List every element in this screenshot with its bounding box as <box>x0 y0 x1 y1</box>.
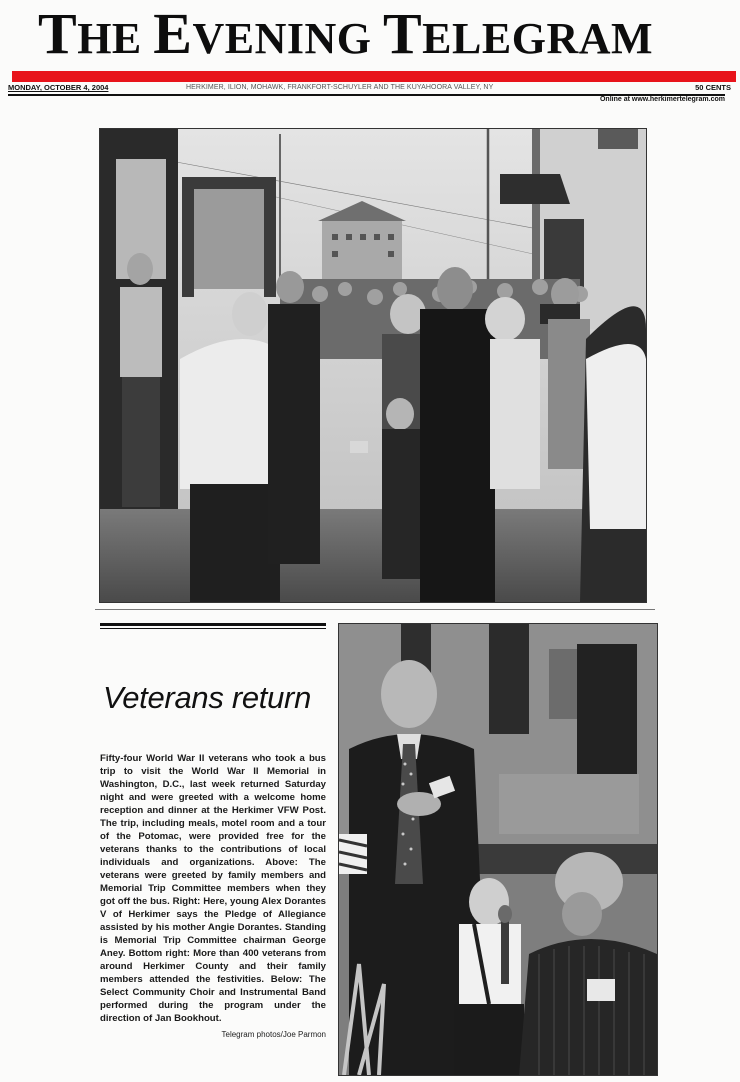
article-headline: Veterans return <box>103 680 312 715</box>
headline-rule-thin <box>100 628 326 629</box>
issue-price: 50 CENTS <box>695 83 731 92</box>
photo-credit: Telegram photos/Joe Parmon <box>221 1030 326 1039</box>
photo-image <box>100 129 646 602</box>
photo-image <box>339 624 657 1075</box>
masthead-red-band <box>12 71 736 82</box>
website-link[interactable]: Online at www.herkimertelegram.com <box>599 96 725 103</box>
masthead-rest: ELEGRAM <box>422 14 654 63</box>
masthead-cap: T <box>382 1 423 66</box>
photo-divider-rule <box>95 609 655 610</box>
photo-veterans-greeted <box>99 128 647 603</box>
masthead-word-evening <box>153 1 372 66</box>
masthead-word-the <box>38 1 142 66</box>
masthead-cap: E <box>153 1 193 66</box>
masthead-word-telegram <box>382 1 654 66</box>
issue-date: MONDAY, OCTOBER 4, 2004 <box>8 83 109 92</box>
headline-rule-thick <box>100 623 326 626</box>
dateline-bar <box>8 83 733 93</box>
coverage-area: HERKIMER, ILION, MOHAWK, FRANKFORT-SCHUYLER AND THE KUYAHOORA VALLEY, NY <box>186 84 494 91</box>
photo-pledge-of-allegiance <box>338 623 658 1076</box>
masthead-cap: T <box>38 1 78 66</box>
article-body: Fifty-four World War II veterans who took a bus trip to visit the World War II Memorial in Washington, D.C., last week returned Saturday night and were greeted with a welcome home reception and dinner at the Herkimer VFW Post. The trip, including meals, motel room and a tour of the Potomac, were provided free for the veterans thanks to the contributions of local individuals and organizations. Above: The veterans were greeted by family members and Memorial Trip Committee members when they got off the bus. Right: Here, young Alex Dorantes V of Herkimer says the Pledge of Allegiance assisted by his mother Angie Dorantes. Standing is Memorial Trip Committee chairman George Aney. Bottom right: More than 400 veterans from around Herkimer County and their family members attended the festivities. Below: The Select Community Choir and Instrumental Band performed during the program under the direction of Jan Bookhout. <box>100 753 326 1024</box>
masthead-rest: VENING <box>192 14 372 63</box>
newspaper-masthead <box>38 1 683 66</box>
masthead-rest: HE <box>77 14 142 63</box>
